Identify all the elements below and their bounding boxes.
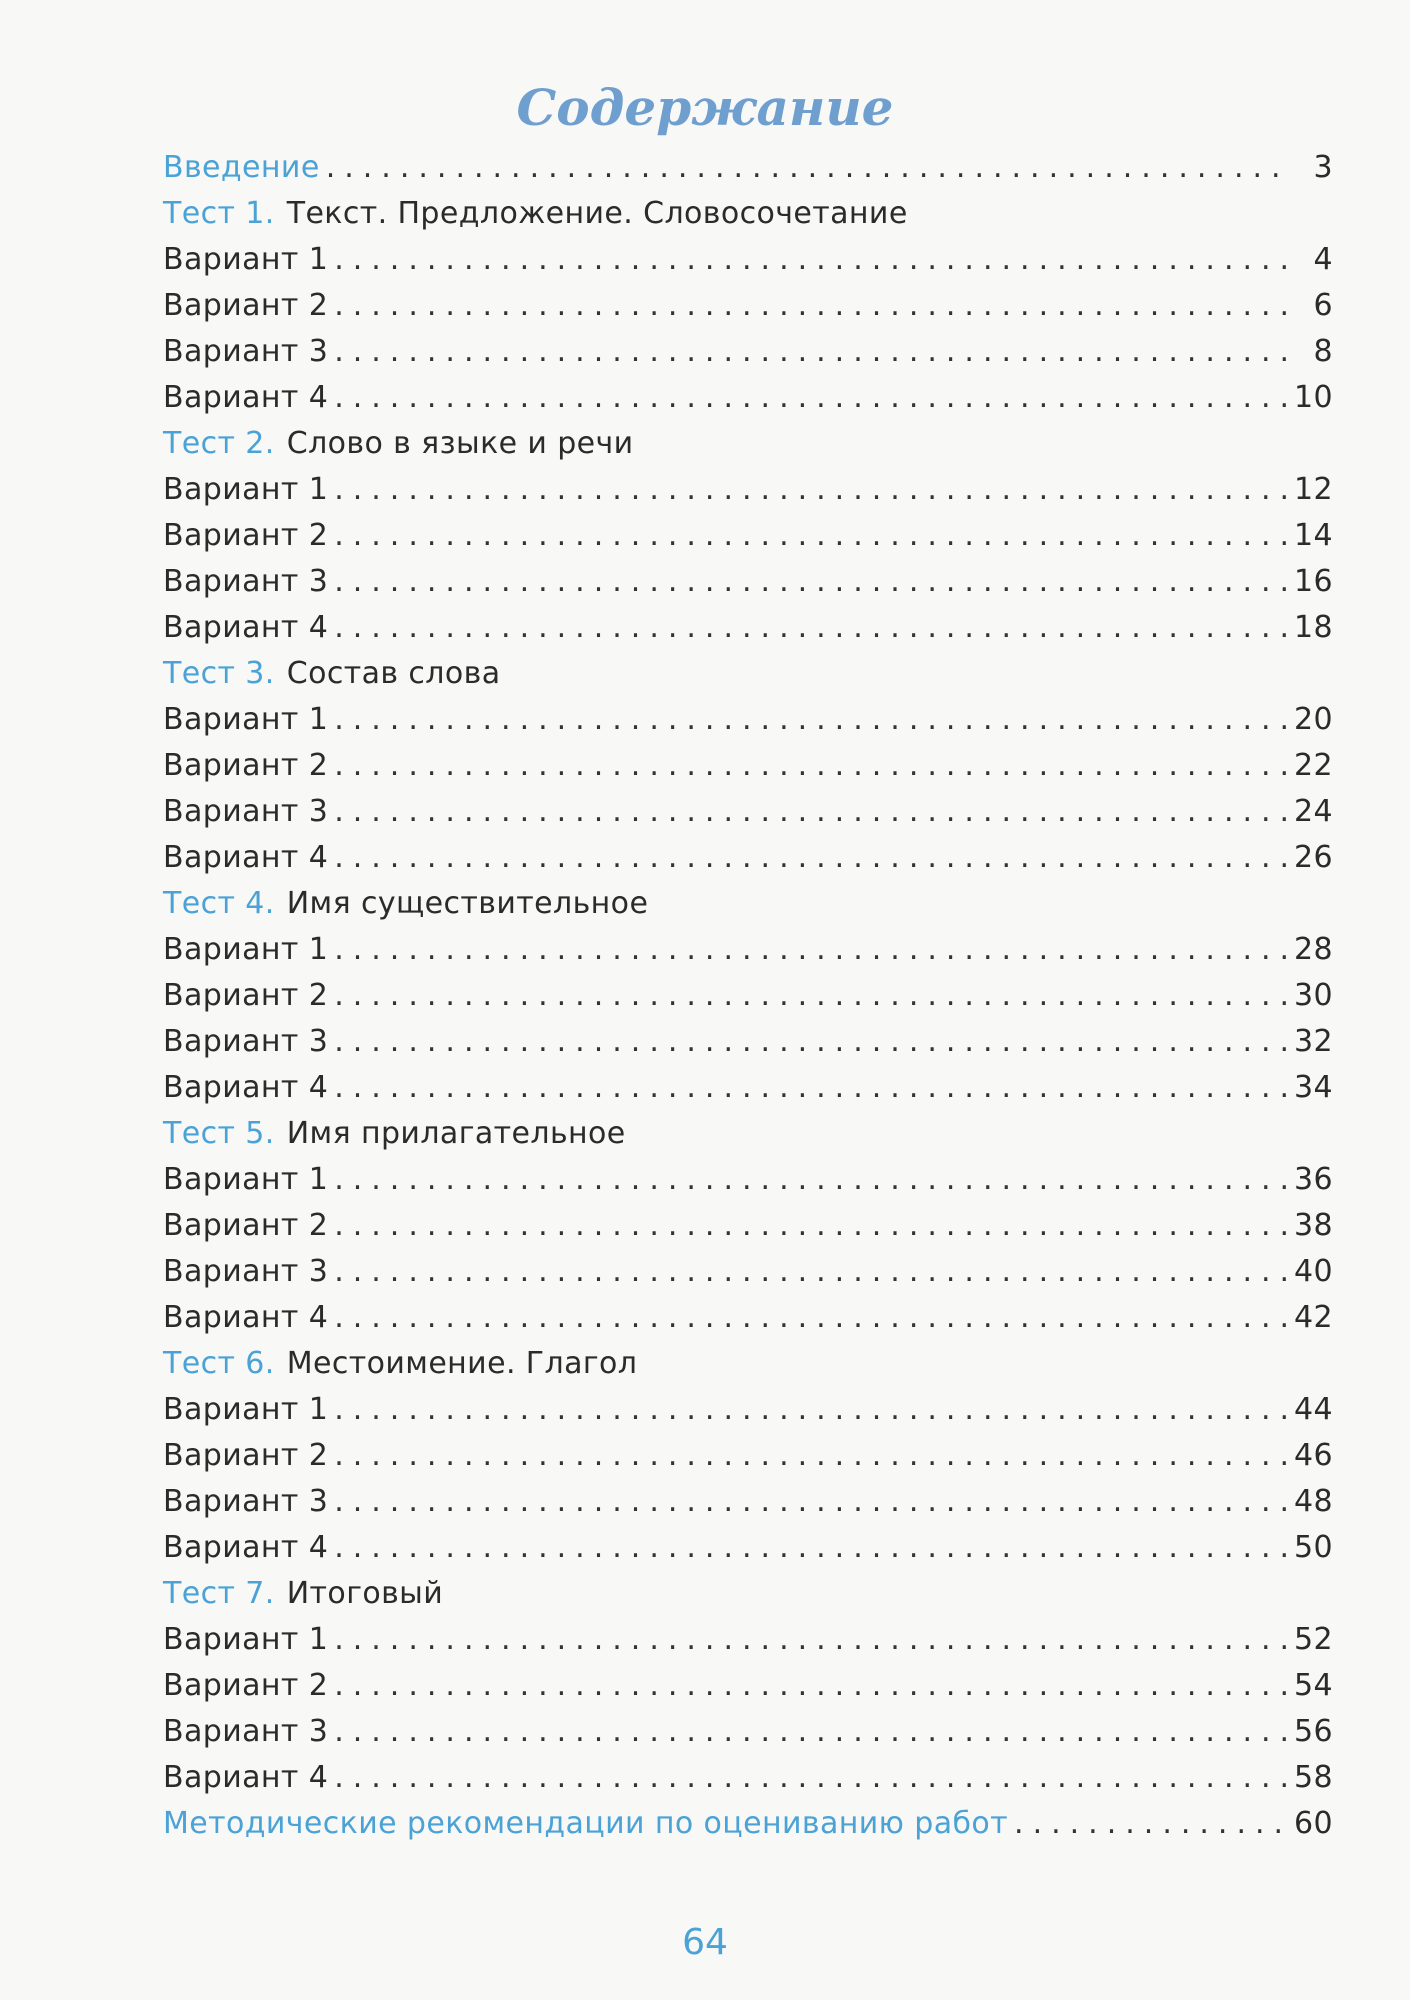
test-name: Состав слова — [286, 656, 501, 691]
toc-page-number: 8 — [1313, 334, 1333, 369]
toc-page-number: 48 — [1294, 1484, 1333, 1519]
toc-page-number: 10 — [1294, 380, 1333, 415]
dot-leader — [334, 1387, 1288, 1433]
toc-test-heading[interactable] — [163, 651, 1333, 697]
toc-page-number: 36 — [1294, 1162, 1333, 1197]
toc-variant-entry[interactable] — [163, 927, 1333, 973]
toc-page-number: 28 — [1294, 932, 1333, 967]
dot-leader — [334, 375, 1288, 421]
variant-label: Вариант 3 — [163, 794, 329, 829]
dot-leader — [334, 1295, 1288, 1341]
toc-page-number: 32 — [1294, 1024, 1333, 1059]
test-prefix: Тест 2. — [163, 426, 275, 461]
toc-variant-entry[interactable] — [163, 1525, 1333, 1571]
dot-leader — [1014, 1801, 1288, 1847]
toc-variant-entry[interactable] — [163, 1295, 1333, 1341]
toc-variant-entry[interactable] — [163, 1663, 1333, 1709]
dot-leader — [334, 743, 1288, 789]
dot-leader — [334, 835, 1288, 881]
toc-variant-entry[interactable] — [163, 835, 1333, 881]
toc-page-number: 16 — [1294, 564, 1333, 599]
dot-leader — [334, 1157, 1288, 1203]
toc-page-number: 20 — [1294, 702, 1333, 737]
variant-label: Вариант 1 — [163, 1392, 329, 1427]
variant-label: Вариант 3 — [163, 1024, 329, 1059]
test-name: Текст. Предложение. Словосочетание — [286, 196, 908, 231]
toc-test-heading[interactable] — [163, 1571, 1333, 1617]
dot-leader — [334, 237, 1291, 283]
variant-label: Вариант 3 — [163, 1714, 329, 1749]
dot-leader — [334, 1433, 1288, 1479]
toc-page-number: 52 — [1294, 1622, 1333, 1657]
dot-leader — [334, 329, 1291, 375]
toc-variant-entry[interactable] — [163, 1065, 1333, 1111]
toc-entry-label: Методические рекомендации по оцениванию работ — [163, 1806, 1009, 1841]
toc-page-number: 22 — [1294, 748, 1333, 783]
toc-page-number: 30 — [1294, 978, 1333, 1013]
variant-label: Вариант 4 — [163, 840, 329, 875]
variant-label: Вариант 3 — [163, 1484, 329, 1519]
dot-leader — [334, 789, 1288, 835]
toc-page-number: 46 — [1294, 1438, 1333, 1473]
dot-leader — [334, 1019, 1288, 1065]
variant-label: Вариант 4 — [163, 1530, 329, 1565]
toc-variant-entry[interactable] — [163, 1617, 1333, 1663]
test-prefix: Тест 5. — [163, 1116, 275, 1151]
toc-page-number: 58 — [1294, 1760, 1333, 1795]
dot-leader — [334, 1663, 1288, 1709]
variant-label: Вариант 2 — [163, 1438, 329, 1473]
test-prefix: Тест 7. — [163, 1576, 275, 1611]
toc-page-number: 14 — [1294, 518, 1333, 553]
dot-leader — [334, 513, 1288, 559]
test-prefix: Тест 6. — [163, 1346, 275, 1381]
test-name: Итоговый — [286, 1576, 444, 1611]
toc-page-number: 12 — [1294, 472, 1333, 507]
toc-variant-entry[interactable] — [163, 743, 1333, 789]
variant-label: Вариант 4 — [163, 1300, 329, 1335]
dot-leader — [326, 145, 1291, 191]
dot-leader — [334, 1755, 1288, 1801]
toc-page-number: 56 — [1294, 1714, 1333, 1749]
variant-label: Вариант 2 — [163, 288, 329, 323]
variant-label: Вариант 1 — [163, 932, 329, 967]
toc-page-number: 42 — [1294, 1300, 1333, 1335]
toc-variant-entry[interactable] — [163, 1019, 1333, 1065]
toc-variant-entry[interactable] — [163, 605, 1333, 651]
test-name: Слово в языке и речи — [286, 426, 634, 461]
toc-variant-entry[interactable] — [163, 789, 1333, 835]
toc-entry-intro[interactable] — [163, 145, 1333, 191]
variant-label: Вариант 2 — [163, 518, 329, 553]
dot-leader — [334, 559, 1288, 605]
dot-leader — [334, 927, 1288, 973]
test-name: Местоимение. Глагол — [286, 1346, 638, 1381]
toc-variant-entry[interactable] — [163, 283, 1333, 329]
dot-leader — [334, 1065, 1288, 1111]
toc-variant-entry[interactable] — [163, 1249, 1333, 1295]
test-name: Имя существительное — [286, 886, 649, 921]
test-prefix: Тест 3. — [163, 656, 275, 691]
toc-page-number: 3 — [1313, 150, 1333, 185]
toc-page-number: 54 — [1294, 1668, 1333, 1703]
test-name: Имя прилагательное — [286, 1116, 626, 1151]
toc-page-number: 24 — [1294, 794, 1333, 829]
variant-label: Вариант 3 — [163, 1254, 329, 1289]
dot-leader — [334, 973, 1288, 1019]
toc-test-heading[interactable] — [163, 191, 1333, 237]
variant-label: Вариант 1 — [163, 242, 329, 277]
toc-variant-entry[interactable] — [163, 1157, 1333, 1203]
variant-label: Вариант 2 — [163, 978, 329, 1013]
dot-leader — [334, 1617, 1288, 1663]
variant-label: Вариант 1 — [163, 472, 329, 507]
toc-page-number: 44 — [1294, 1392, 1333, 1427]
toc-test-heading[interactable] — [163, 421, 1333, 467]
dot-leader — [334, 1525, 1288, 1571]
toc-test-heading[interactable] — [163, 1111, 1333, 1157]
toc-variant-entry[interactable] — [163, 1203, 1333, 1249]
toc-variant-entry[interactable] — [163, 1387, 1333, 1433]
variant-label: Вариант 1 — [163, 702, 329, 737]
variant-label: Вариант 3 — [163, 564, 329, 599]
toc-page-number: 60 — [1294, 1806, 1333, 1841]
toc-variant-entry[interactable] — [163, 1709, 1333, 1755]
test-prefix: Тест 4. — [163, 886, 275, 921]
toc-page-number: 40 — [1294, 1254, 1333, 1289]
toc-variant-entry[interactable] — [163, 973, 1333, 1019]
page-number: 64 — [682, 1922, 728, 1963]
dot-leader — [334, 1249, 1288, 1295]
page-title: Содержание — [516, 78, 894, 137]
toc-variant-entry[interactable] — [163, 467, 1333, 513]
toc-variant-entry[interactable] — [163, 697, 1333, 743]
variant-label: Вариант 2 — [163, 748, 329, 783]
toc-page-number: 34 — [1294, 1070, 1333, 1105]
variant-label: Вариант 4 — [163, 380, 329, 415]
toc-variant-entry[interactable] — [163, 1755, 1333, 1801]
toc-page-number: 6 — [1313, 288, 1333, 323]
variant-label: Вариант 2 — [163, 1668, 329, 1703]
dot-leader — [334, 283, 1291, 329]
toc-variant-entry[interactable] — [163, 375, 1333, 421]
toc-variant-entry[interactable] — [163, 1479, 1333, 1525]
variant-label: Вариант 4 — [163, 1070, 329, 1105]
variant-label: Вариант 4 — [163, 610, 329, 645]
toc-page-number: 18 — [1294, 610, 1333, 645]
variant-label: Вариант 4 — [163, 1760, 329, 1795]
toc-page-number: 4 — [1313, 242, 1333, 277]
toc-test-heading[interactable] — [163, 1341, 1333, 1387]
dot-leader — [334, 1203, 1288, 1249]
dot-leader — [334, 697, 1288, 743]
dot-leader — [334, 605, 1288, 651]
toc-test-heading[interactable] — [163, 881, 1333, 927]
toc-page-number: 50 — [1294, 1530, 1333, 1565]
toc-variant-entry[interactable] — [163, 559, 1333, 605]
variant-label: Вариант 1 — [163, 1162, 329, 1197]
variant-label: Вариант 3 — [163, 334, 329, 369]
toc-entry-label: Введение — [163, 150, 320, 185]
dot-leader — [334, 467, 1288, 513]
toc-variant-entry[interactable] — [163, 1433, 1333, 1479]
test-prefix: Тест 1. — [163, 196, 275, 231]
toc-entry-methods[interactable] — [163, 1801, 1333, 1847]
table-of-contents — [163, 145, 1333, 1847]
dot-leader — [334, 1479, 1288, 1525]
variant-label: Вариант 2 — [163, 1208, 329, 1243]
toc-variant-entry[interactable] — [163, 513, 1333, 559]
toc-variant-entry[interactable] — [163, 237, 1333, 283]
toc-page-number: 38 — [1294, 1208, 1333, 1243]
dot-leader — [334, 1709, 1288, 1755]
variant-label: Вариант 1 — [163, 1622, 329, 1657]
toc-variant-entry[interactable] — [163, 329, 1333, 375]
toc-page-number: 26 — [1294, 840, 1333, 875]
